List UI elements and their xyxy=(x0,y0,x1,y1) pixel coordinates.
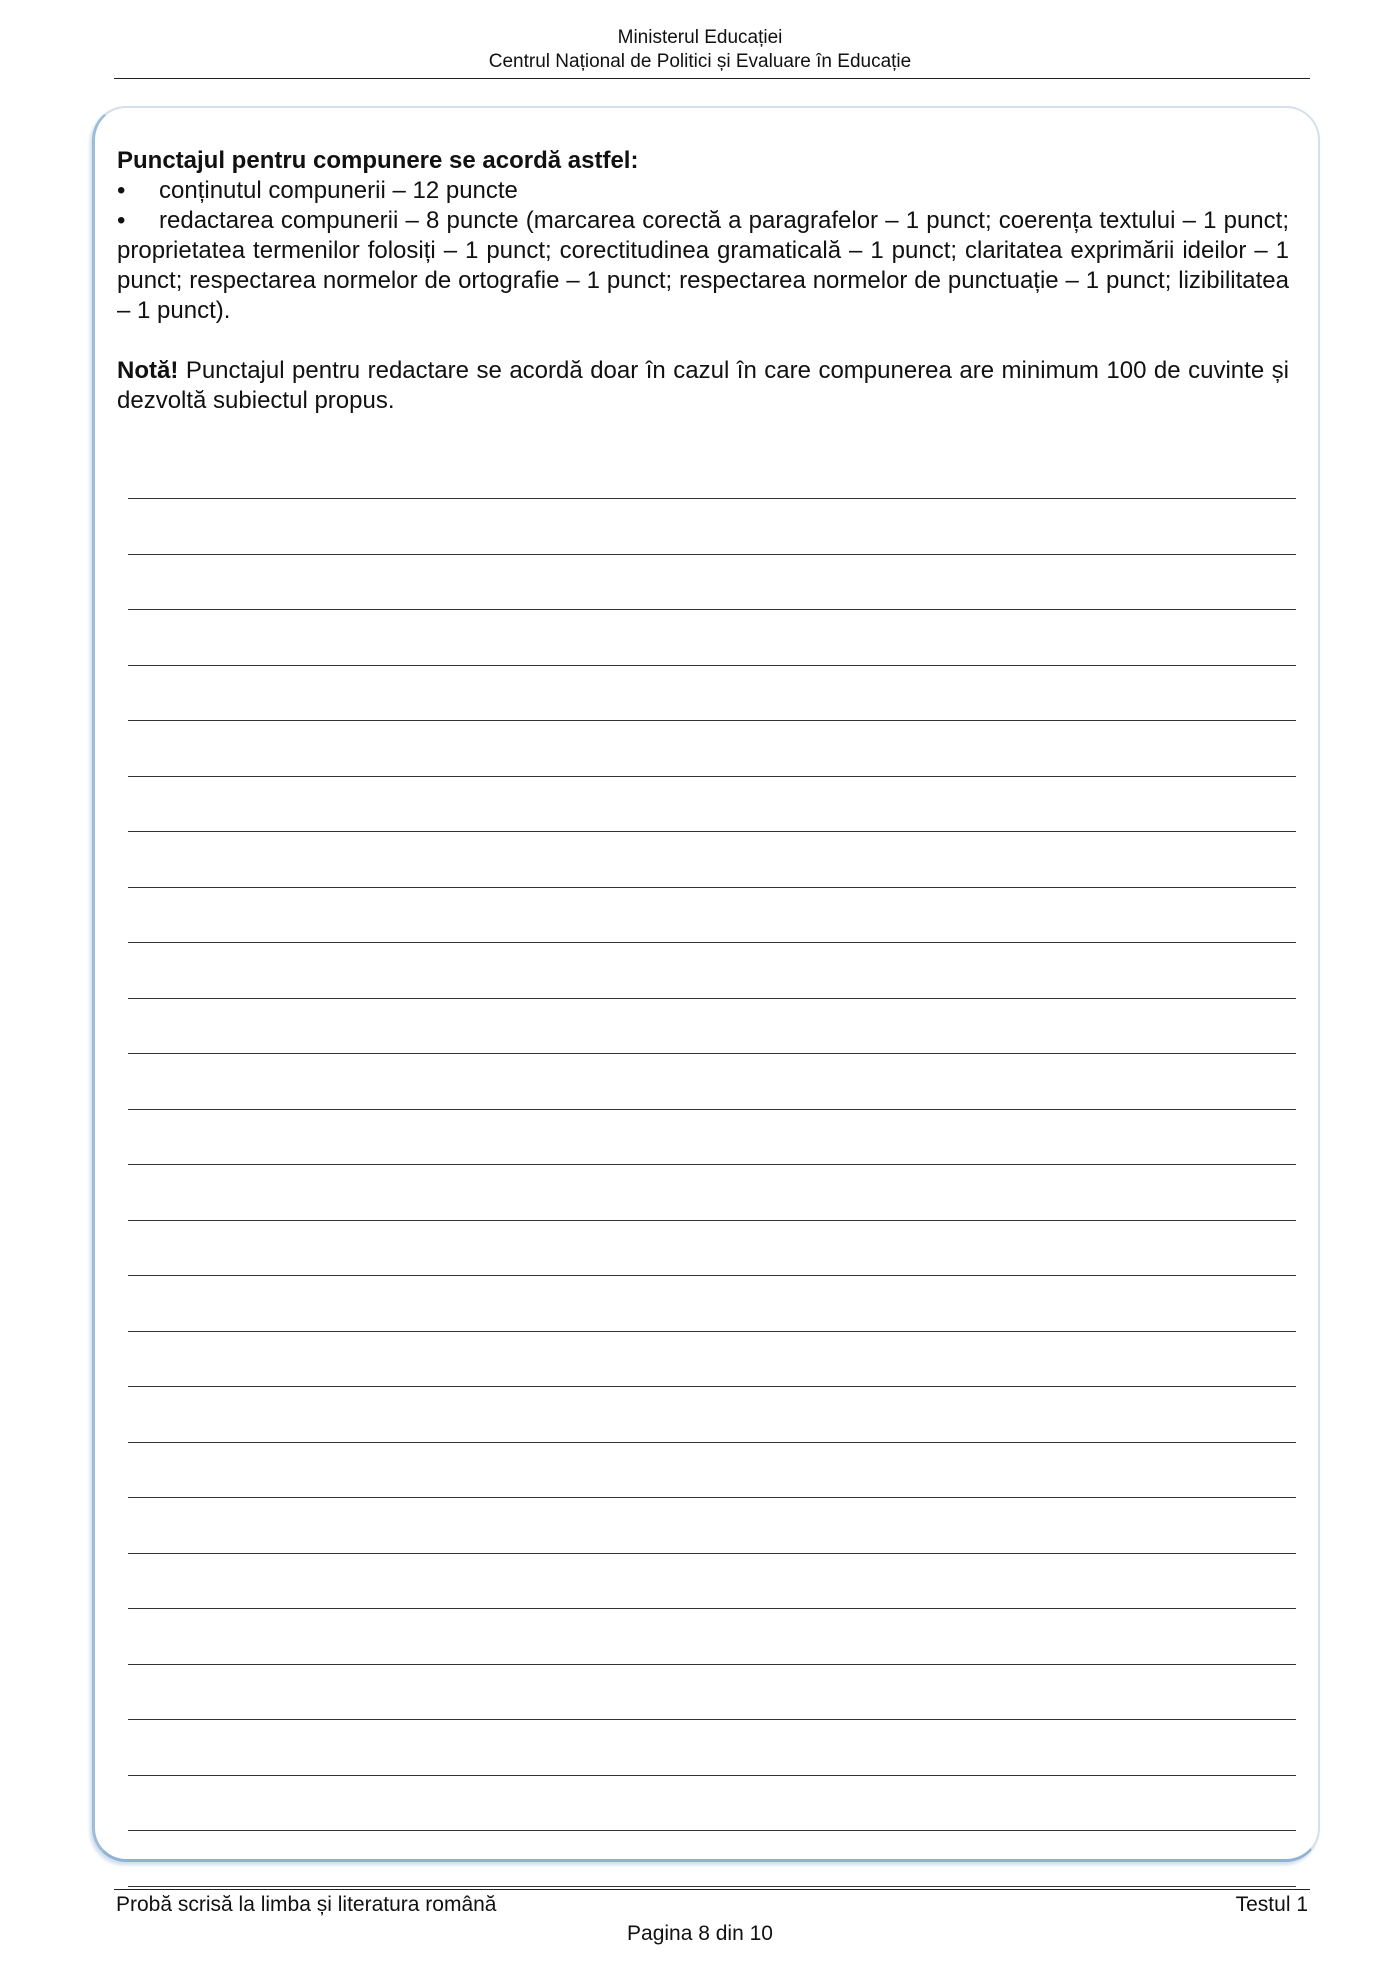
writing-line[interactable] xyxy=(128,666,1296,722)
scoring-item-redactare-text: redactarea compunerii – 8 puncte (marcarea corectă a paragrafelor – 1 punct; coerența textului – 1 punct; proprietatea termenilor folosiți – 1 punct; corectitudinea gramaticală – 1 punct; claritatea exprimării ideilor – 1 punct; respectarea normelor de ortografie – 1 punct; respectarea normelor de punctuație – 1 punct; lizibilitatea – 1 punct). xyxy=(117,207,1289,324)
scoring-item-redactare xyxy=(117,206,1289,326)
writing-line[interactable] xyxy=(128,1498,1296,1554)
note-label: Notă! xyxy=(117,357,179,384)
writing-line[interactable] xyxy=(128,1054,1296,1110)
writing-line[interactable] xyxy=(128,1831,1296,1887)
footer-exam-title: Probă scrisă la limba și literatura română xyxy=(116,1893,497,1916)
writing-line[interactable] xyxy=(128,555,1296,611)
writing-line[interactable] xyxy=(128,1776,1296,1832)
writing-line[interactable] xyxy=(128,1276,1296,1332)
writing-line[interactable] xyxy=(128,1332,1296,1388)
bullet-icon: • xyxy=(117,177,126,204)
note-paragraph xyxy=(117,356,1289,416)
writing-line[interactable] xyxy=(128,1221,1296,1277)
writing-line[interactable] xyxy=(128,721,1296,777)
writing-line[interactable] xyxy=(128,888,1296,944)
header-divider xyxy=(114,78,1310,79)
writing-line[interactable] xyxy=(128,499,1296,555)
footer-page-number: Pagina 8 din 10 xyxy=(627,1922,773,1945)
note-text: Punctajul pentru redactare se acordă doar în cazul în care compunerea are minimum 100 de cuvinte și dezvoltă subiectul propus. xyxy=(117,357,1289,414)
scoring-instructions xyxy=(117,146,1289,440)
writing-line[interactable] xyxy=(128,832,1296,888)
writing-line[interactable] xyxy=(128,1665,1296,1721)
scoring-item-content-text: conținutul compunerii – 12 puncte xyxy=(159,177,518,204)
writing-line[interactable] xyxy=(128,1443,1296,1499)
writing-line[interactable] xyxy=(128,1165,1296,1221)
writing-line[interactable] xyxy=(128,999,1296,1055)
writing-area[interactable] xyxy=(128,498,1296,1887)
writing-line[interactable] xyxy=(128,1609,1296,1665)
scoring-item-content xyxy=(117,176,1289,206)
header-ministry: Ministerul Educației xyxy=(617,27,783,48)
bullet-icon: • xyxy=(117,207,126,234)
writing-line[interactable] xyxy=(128,777,1296,833)
writing-line[interactable] xyxy=(128,1110,1296,1166)
footer-test-number: Testul 1 xyxy=(1235,1893,1308,1916)
writing-line[interactable] xyxy=(128,943,1296,999)
page-header xyxy=(0,26,1400,74)
writing-line[interactable] xyxy=(128,1387,1296,1443)
writing-line[interactable] xyxy=(128,1554,1296,1610)
footer-divider xyxy=(114,1889,1310,1890)
scoring-heading: Punctajul pentru compunere se acordă astfel: xyxy=(117,147,639,174)
header-center: Centrul Național de Politici și Evaluare în Educație xyxy=(488,51,912,72)
writing-line[interactable] xyxy=(128,610,1296,666)
writing-line[interactable] xyxy=(128,1720,1296,1776)
